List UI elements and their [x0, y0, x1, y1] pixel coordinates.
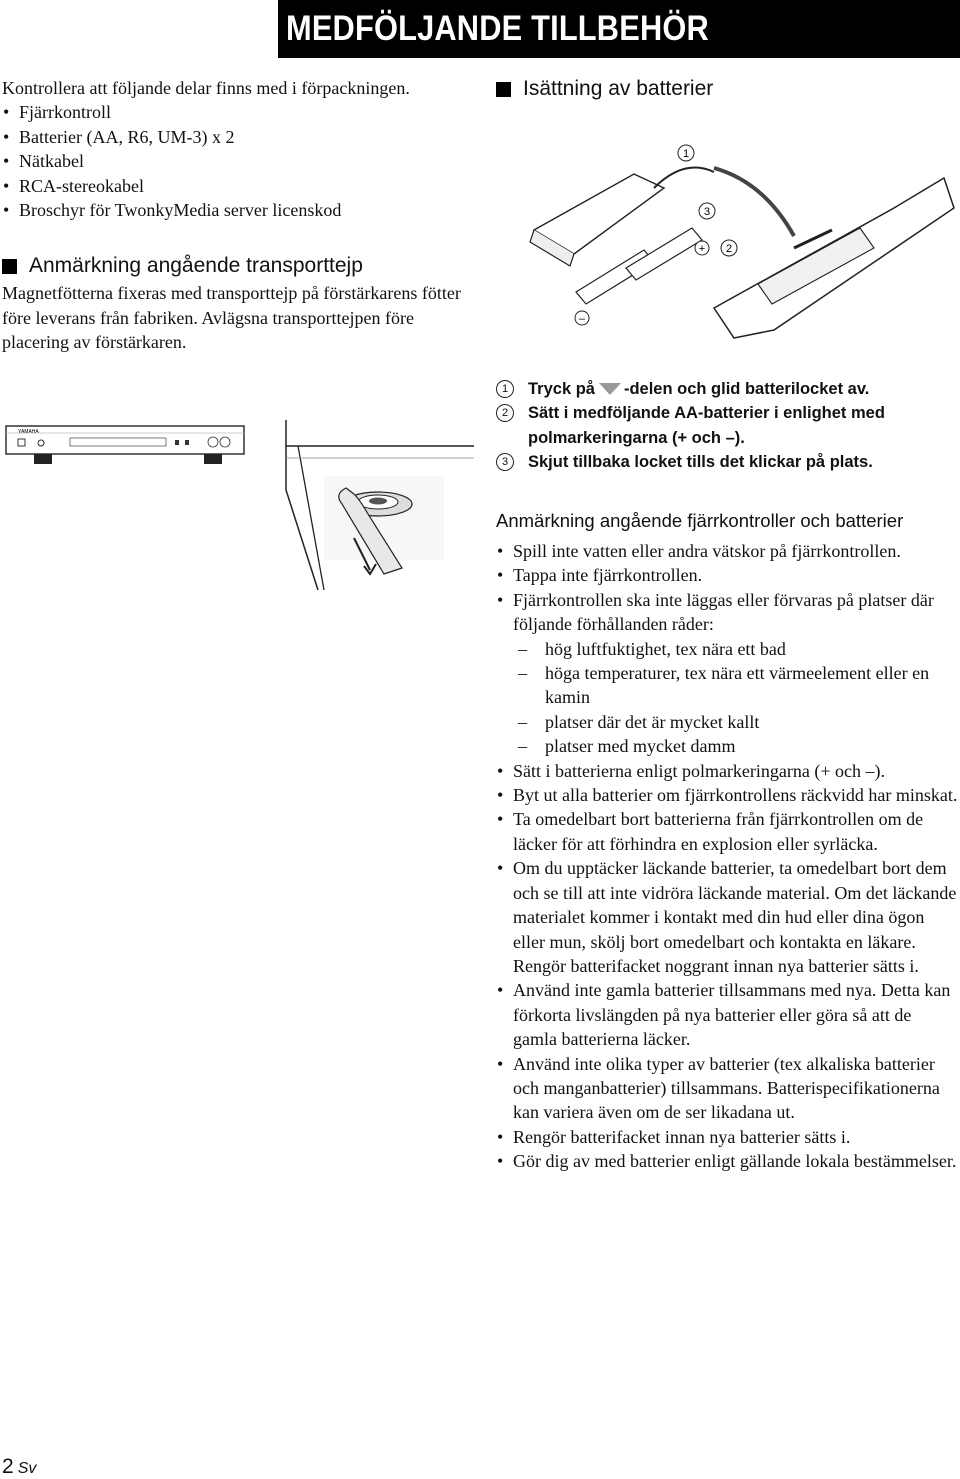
list-item: • Ta omedelbart bort batterierna från fjärrkontrollen om de läcker för att förhindra en explosion eller syrläcka. [496, 807, 958, 856]
battery-insertion-illustration [514, 138, 960, 364]
transport-heading [2, 253, 472, 279]
battery-heading [496, 76, 958, 102]
list-item: • Byt ut alla batterier om fjärrkontrollens räckvidd har minskat. [496, 783, 958, 807]
marker-1: 1 [682, 148, 690, 160]
square-bullet-icon [2, 259, 17, 274]
battery-heading-text: Isättning av batterier [523, 77, 714, 100]
list-item: • Sätt i batterierna enligt polmarkeringarna (+ och –). [496, 759, 958, 783]
list-item: • Fjärrkontroll [2, 100, 472, 124]
list-item: – platser där det är mycket kallt [513, 710, 958, 734]
step-2 [496, 401, 958, 450]
foot-tape-illustration [284, 418, 476, 590]
step-number: 3 [496, 453, 514, 471]
minus-marker: – [578, 313, 586, 325]
marker-2: 2 [725, 243, 733, 255]
list-item: • Batterier (AA, R6, UM-3) x 2 [2, 125, 472, 149]
list-item: – höga temperaturer, tex nära ett värmeelement eller en kamin [513, 661, 958, 710]
list-item: • Gör dig av med batterier enligt gällande lokala bestämmelser. [496, 1149, 958, 1173]
step-text [528, 377, 869, 401]
brand-label: YAMAHA [18, 429, 39, 435]
note-heading: Anmärkning angående fjärrkontroller och batterier [496, 510, 904, 531]
step-number: 2 [496, 404, 514, 422]
note-list-b [496, 759, 958, 1174]
page-title: MEDFÖLJANDE TILLBEHÖR [286, 9, 709, 48]
list-item: • Använd inte gamla batterier tillsammans med nya. Detta kan förkorta livslängden på nya batterier eller göra så att de gamla batterierna läcker. [496, 978, 958, 1051]
step-text-post: -delen och glid batterilocket av. [623, 380, 870, 398]
battery-steps [496, 377, 958, 475]
transport-heading-text: Anmärkning angående transporttejp [29, 254, 363, 278]
square-bullet-icon [496, 82, 511, 97]
note-list-a [496, 539, 958, 637]
list-item: • RCA-stereokabel [2, 174, 472, 198]
step-3 [496, 450, 958, 474]
list-item: • Rengör batterifacket innan nya batterier sätts i. [496, 1125, 958, 1149]
list-item: • Broschyr för TwonkyMedia server licenskod [2, 198, 472, 222]
list-item: • Tappa inte fjärrkontrollen. [496, 563, 958, 587]
step-text: Sätt i medföljande AA-batterier i enlighet med polmarkeringarna (+ och –). [528, 404, 885, 447]
contents-intro: Kontrollera att följande delar finns med i förpackningen. [2, 78, 410, 98]
list-item: • Spill inte vatten eller andra vätskor på fjärrkontrollen. [496, 539, 958, 563]
right-column [496, 76, 958, 102]
remote-battery-note [496, 507, 958, 1174]
amplifier-front-illustration [4, 424, 248, 470]
page-footer [2, 1455, 36, 1479]
language-code: Sv [17, 1460, 37, 1477]
step-text: Skjut tillbaka locket tills det klickar på plats. [528, 453, 873, 472]
list-item: • Använd inte olika typer av batterier (tex alkaliska batterier och manganbatterier) tillsammans. Batterispecifikationerna kan variera även om de ser likadana ut. [496, 1052, 958, 1125]
step-number: 1 [496, 380, 514, 398]
list-item: – hög luftfuktighet, tex nära ett bad [513, 637, 958, 661]
list-item: – platser med mycket damm [513, 734, 958, 758]
list-item: • Nätkabel [2, 149, 472, 173]
marker-3: 3 [703, 206, 711, 218]
list-item: • Fjärrkontrollen ska inte läggas eller förvaras på platser där följande förhållanden råder: [496, 588, 958, 637]
page-number: 2 [2, 1455, 14, 1478]
plus-marker: + [698, 243, 706, 255]
transport-text: Magnetfötterna fixeras med transporttejp på förstärkarens fötter före leverans från fabriken. Avlägsna transporttejpen före placering av förstärkaren. [2, 283, 461, 353]
triangle-icon [599, 383, 621, 395]
step-1 [496, 377, 958, 401]
note-sub-list [513, 637, 958, 759]
contents-list [2, 100, 472, 222]
left-column [2, 76, 472, 355]
list-item: • Om du upptäcker läckande batterier, ta omedelbart bort dem och se till att inte vidröra läckande material. Om det läckande materialet kommer i kontakt med din hud eller dina ögon eller mun, skölj bort omedelbart och kontakta en läkare. Rengör batterifacket noggrant innan nya batterier sätts i. [496, 856, 958, 978]
step-text-pre: Tryck på [528, 380, 595, 398]
